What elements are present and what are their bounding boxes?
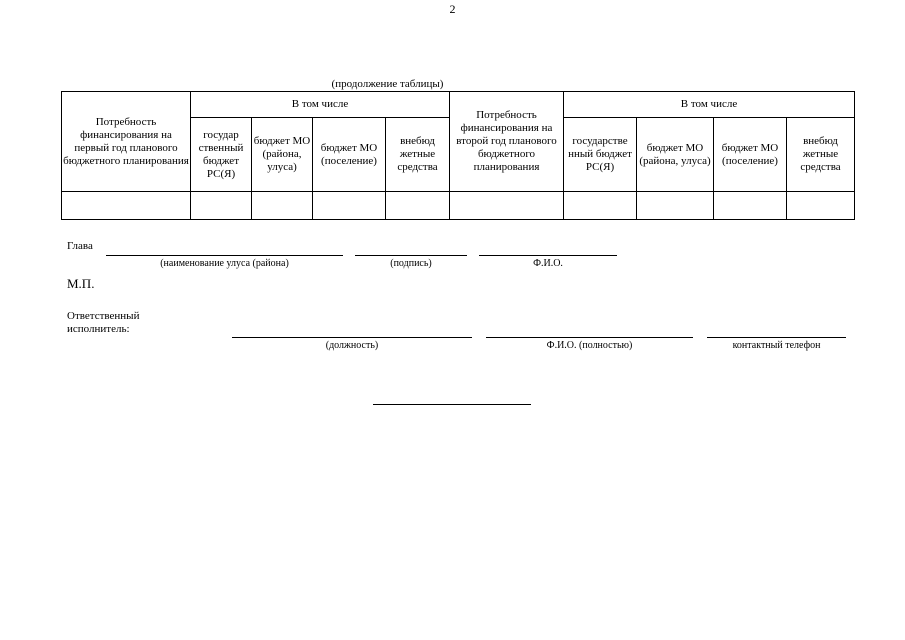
phone-line[interactable] [707, 337, 846, 338]
position-caption: (должность) [325, 340, 379, 351]
header-extrabudgetary-2: внебюд жетные средства [787, 118, 855, 192]
table-cell[interactable] [252, 192, 313, 220]
header-state-budget-1: государ ственный бюджет РС(Я) [191, 118, 252, 192]
table-cell[interactable] [714, 192, 787, 220]
position-line[interactable] [232, 337, 472, 338]
header-settlement-budget-1: бюджет МО (поселение) [313, 118, 386, 192]
table-cell[interactable] [62, 192, 191, 220]
page-number: 2 [449, 2, 456, 16]
table-cell[interactable] [787, 192, 855, 220]
executor-label-line2: исполнитель: [67, 323, 130, 335]
stamp-label: М.П. [67, 276, 95, 291]
header-settlement-budget-2: бюджет МО (поселение) [714, 118, 787, 192]
header-state-budget-2: государстве нный бюджет РС(Я) [564, 118, 637, 192]
table-row [62, 192, 855, 220]
table-cell[interactable] [386, 192, 450, 220]
end-divider [373, 404, 531, 405]
header-including-2: В том числе [564, 92, 855, 118]
table-cell[interactable] [564, 192, 637, 220]
table-cell[interactable] [191, 192, 252, 220]
phone-caption: контактный телефон [732, 340, 821, 351]
head-label: Глава [67, 240, 93, 252]
financing-table [61, 91, 855, 220]
table-cell[interactable] [450, 192, 564, 220]
header-extrabudgetary-1: внебюд жетные средства [386, 118, 450, 192]
district-name-caption: (наименование улуса (района) [160, 258, 289, 269]
district-name-line[interactable] [106, 255, 343, 256]
head-fio-line[interactable] [479, 255, 617, 256]
header-including-1: В том числе [191, 92, 450, 118]
executor-fio-caption: Ф.И.О. (полностью) [546, 340, 633, 351]
signature-caption: (подпись) [390, 258, 432, 269]
executor-fio-line[interactable] [486, 337, 693, 338]
table-cell[interactable] [313, 192, 386, 220]
head-fio-caption: Ф.И.О. [533, 258, 563, 269]
signature-line[interactable] [355, 255, 467, 256]
table-caption: (продолжение таблицы) [331, 78, 444, 90]
executor-label-line1: Ответственный [67, 310, 140, 322]
header-district-budget-1: бюджет МО (района, улуса) [252, 118, 313, 192]
header-need-year2: Потребность финансирования на второй год планового бюджетного планирования [450, 92, 564, 192]
header-need-year1: Потребность финансирования на первый год планового бюджетного планирования [62, 92, 191, 192]
table-cell[interactable] [637, 192, 714, 220]
header-district-budget-2: бюджет МО (района, улуса) [637, 118, 714, 192]
